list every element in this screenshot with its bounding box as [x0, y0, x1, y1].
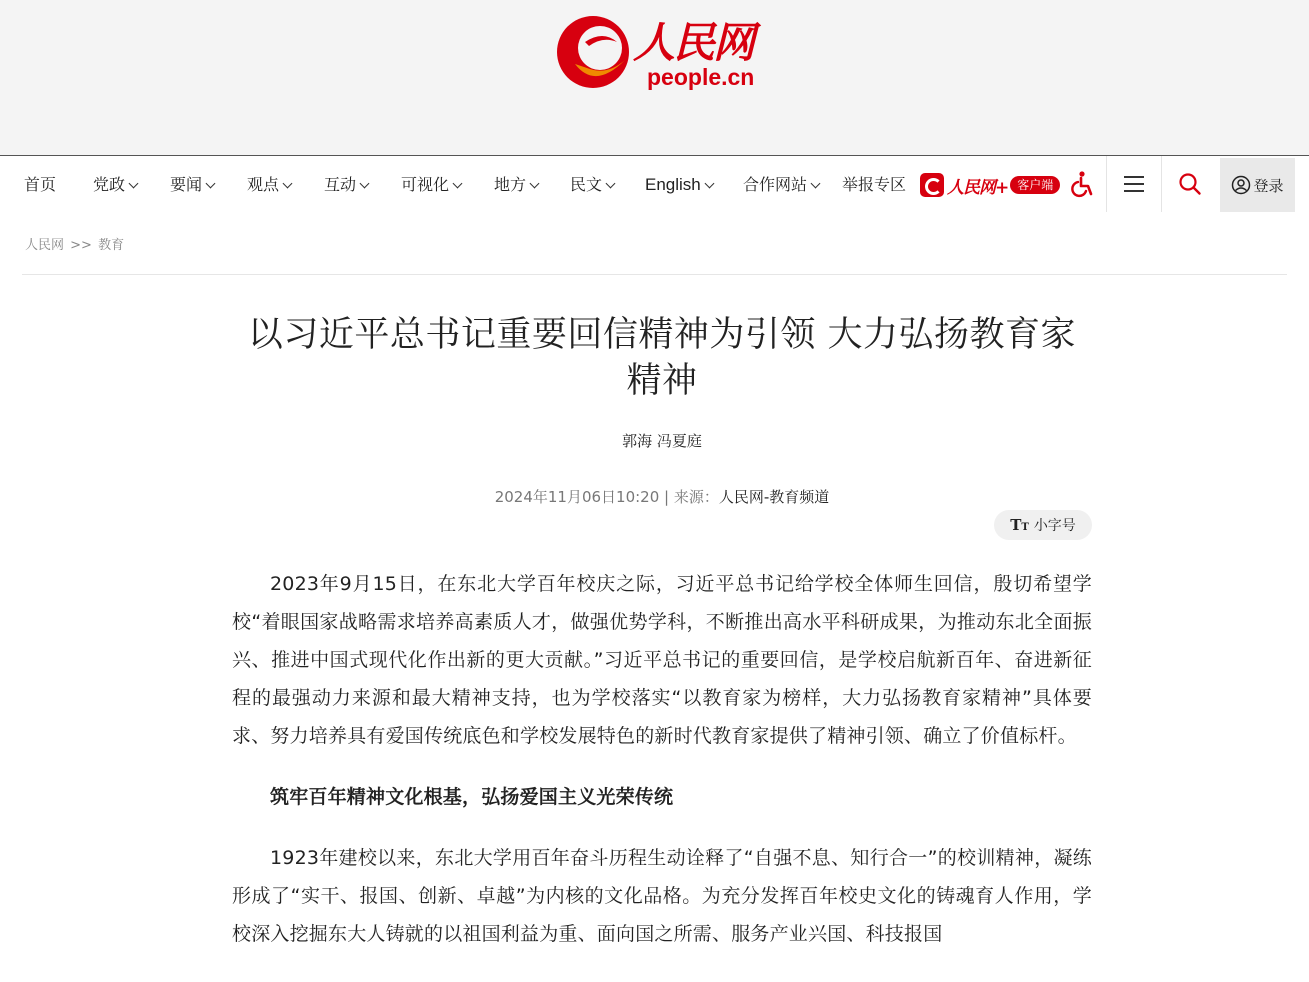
article-datetime: 2024年11月06日10:20: [494, 488, 660, 506]
login-button[interactable]: [1220, 158, 1295, 212]
nav-item-partners[interactable]: [743, 156, 819, 212]
user-icon: [1231, 175, 1251, 195]
nav-label: 观点: [247, 175, 280, 194]
nav-label: 互动: [324, 175, 357, 194]
nav-item-home[interactable]: [24, 156, 56, 212]
breadcrumb-separator: >>: [70, 238, 92, 253]
app-name: 人民网+: [947, 177, 1009, 198]
chevron-down-icon: [530, 179, 540, 189]
search-button[interactable]: [1162, 156, 1218, 212]
nav-item-local[interactable]: [494, 156, 538, 212]
nav-item-minwen[interactable]: [570, 156, 614, 212]
article-source[interactable]: 人民网-教育频道: [718, 488, 830, 506]
nav-label: 首页: [24, 175, 57, 194]
article-paragraph: 2023年9月15日，在东北大学百年校庆之际，习近平总书记给学校全体师生回信，殷切希望学校“着眼国家战略需求培养高素质人才，做强优势学科，不断推出高水平科研成果，为推动东北全面振兴、推进中国式现代化作出新的更大贡献。”习近平总书记的重要回信，是学校启航新百年、奋进新征程的最强动力来源和最大精神支持，也为学校落实“以教育家为榜样，大力弘扬教育家精神”具体要求、努力培养具有爱国传统底色和学校发展特色的新时代教育家提供了精神引领、确立了价值标杆。: [232, 573, 1092, 747]
logo-en-text: people.cn: [647, 64, 755, 90]
article-meta: [232, 486, 1092, 507]
article-paragraph: 1923年建校以来，东北大学用百年奋斗历程生动诠释了“自强不息、知行合一”的校训精神，凝练形成了“实干、报国、创新、卓越”为内核的文化品格。为充分发挥百年校史文化的铸魂育人作用，学校深入挖掘东大人铸就的以祖国利益为重、面向国之所需、服务产业兴国、科技报国: [232, 847, 1092, 945]
nav-item-party[interactable]: [93, 156, 137, 212]
header-divider: [22, 274, 1287, 275]
chevron-down-icon: [704, 179, 714, 189]
nav-label: 举报专区: [842, 175, 907, 194]
nav-item-opinion[interactable]: [247, 156, 291, 212]
article-author: 郭海 冯夏庭: [622, 432, 702, 450]
article-subheading: 筑牢百年精神文化根基，弘扬爱国主义光荣传统: [270, 786, 674, 808]
nav-item-interact[interactable]: [324, 156, 368, 212]
article-title: 以习近平总书记重要回信精神为引领 大力弘扬教育家精神: [247, 315, 1077, 401]
accessibility-icon: [1069, 170, 1097, 198]
logo-cn-text: 人民网: [633, 18, 754, 67]
app-download-link[interactable]: [920, 172, 1060, 198]
nav-item-news[interactable]: [170, 156, 214, 212]
font-size-toggle[interactable]: [994, 510, 1092, 540]
nav-label: 要闻: [170, 175, 203, 194]
source-label: 来源：: [673, 488, 719, 506]
menu-button[interactable]: [1107, 156, 1161, 212]
breadcrumb-home[interactable]: 人民网: [25, 238, 65, 253]
breadcrumb-section[interactable]: 教育: [98, 238, 125, 253]
nav-label: 可视化: [401, 175, 450, 194]
nav-label: 合作网站: [743, 175, 808, 194]
masthead: [0, 0, 1309, 155]
accessibility-button[interactable]: [1060, 156, 1106, 212]
breadcrumb: [25, 234, 124, 253]
font-size-icon: TT: [1010, 516, 1029, 534]
chevron-down-icon: [206, 179, 216, 189]
nav-item-report[interactable]: [842, 156, 906, 212]
chevron-down-icon: [606, 179, 616, 189]
nav-label: 地方: [494, 175, 527, 194]
nav-label: 民文: [570, 175, 603, 194]
main-nav: [0, 155, 1309, 212]
search-icon: [1178, 172, 1202, 196]
app-pill: 客户端: [1010, 176, 1060, 194]
login-label: 登录: [1253, 176, 1284, 195]
nav-label: 党政: [93, 175, 126, 194]
chevron-down-icon: [453, 179, 463, 189]
article-body: [232, 565, 1092, 953]
people-logo[interactable]: [555, 8, 775, 98]
menu-icon: [1123, 174, 1145, 194]
meta-divider: |: [664, 488, 674, 506]
nav-item-english[interactable]: [645, 156, 713, 212]
chevron-down-icon: [283, 179, 293, 189]
people-logo-icon: [555, 12, 635, 92]
font-size-label: 小字号: [1033, 518, 1076, 534]
app-logo-icon: [920, 173, 944, 197]
chevron-down-icon: [129, 179, 139, 189]
nav-item-visual[interactable]: [401, 156, 461, 212]
chevron-down-icon: [360, 179, 370, 189]
nav-label: English: [645, 175, 701, 194]
chevron-down-icon: [811, 179, 821, 189]
